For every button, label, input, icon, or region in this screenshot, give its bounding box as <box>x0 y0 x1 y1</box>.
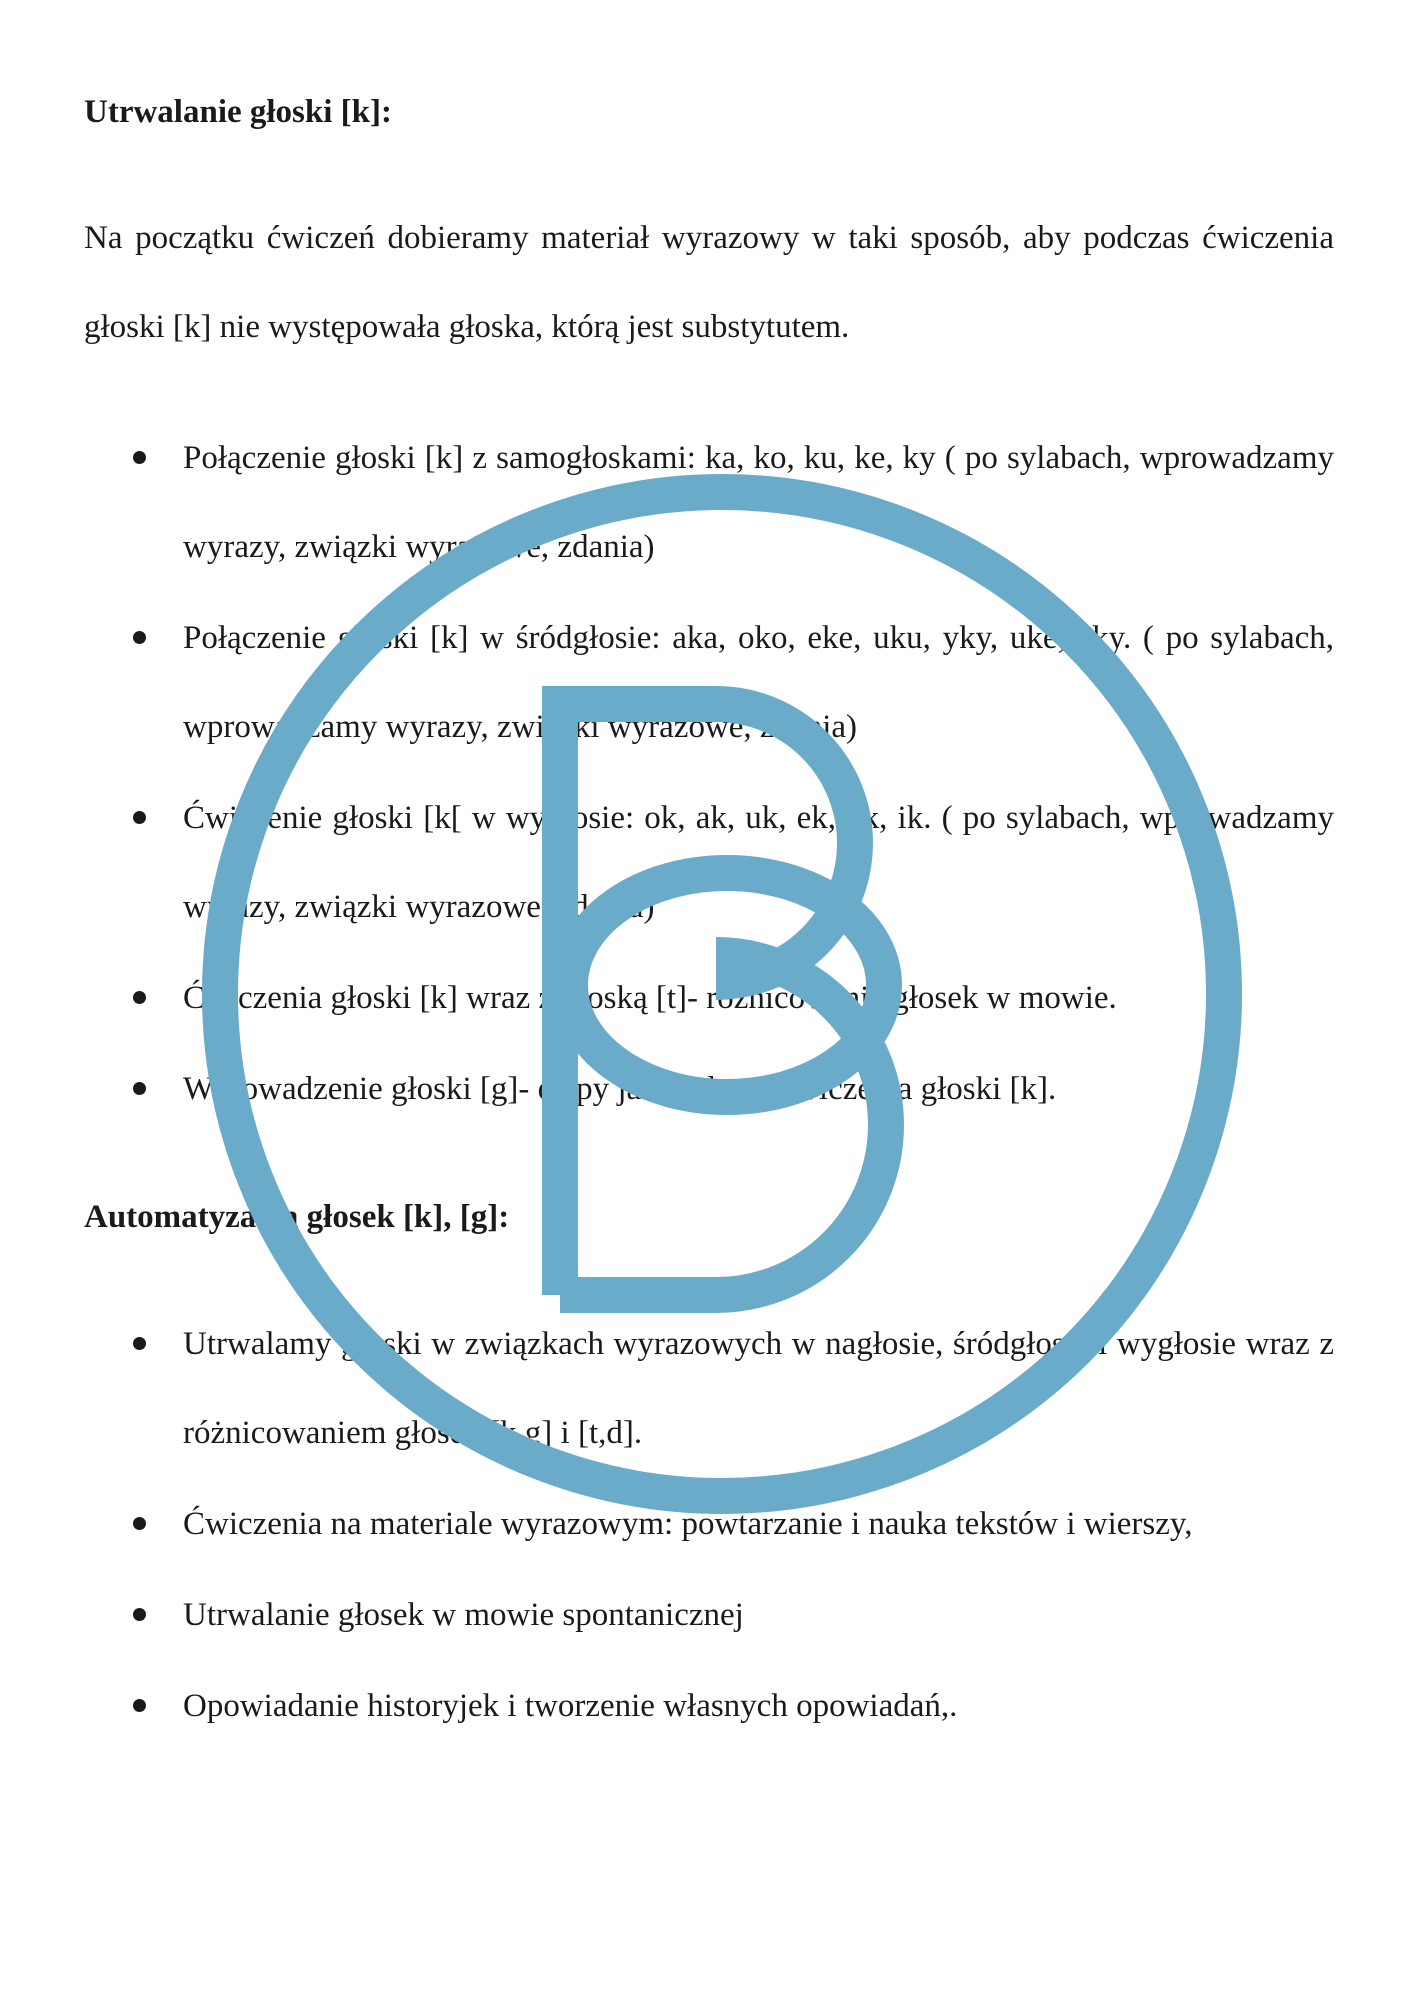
list-item-text: Opowiadanie historyjek i tworzenie własnych opowiadań,. <box>183 1688 958 1724</box>
bullet-icon <box>133 1699 146 1712</box>
list-item-text: Połączenie głoski [k] w śródgłosie: aka, oko, eke, uku, yky, uke, aky. ( po sylabach, wprowadzamy wyrazy, związki wyrazowe, zdania) <box>183 620 1334 745</box>
section-title-automatyzacja: Automatyzacja głosek [k], [g]: <box>84 1199 510 1235</box>
list-item-text: Ćwiczenia na materiale wyrazowym: powtarzanie i nauka tekstów i wierszy, <box>183 1506 1193 1542</box>
intro-paragraph: Na początku ćwiczeń dobieramy materiał wyrazowy w taki sposób, aby podczas ćwiczenia głoski [k] nie występowała głoska, którą jest substytutem. <box>84 220 1334 345</box>
list-item <box>0 1300 1414 1478</box>
list-item <box>0 774 1414 952</box>
list-item <box>0 954 1414 1043</box>
list-item-text: Utrwalanie głosek w mowie spontanicznej <box>183 1597 744 1633</box>
list-item <box>0 1480 1414 1569</box>
bullet-icon <box>133 1337 146 1350</box>
list-item-text: Ćwiczenie głoski [k[ w wygłosie: ok, ak, uk, ek, yk, ik. ( po sylabach, wprowadzamy wyrazy, związki wyrazowe, zdania) <box>183 800 1334 925</box>
list-item-text: Wprowadzenie głoski [g]- etapy jak podczas ćwiczenia głoski [k]. <box>183 1071 1057 1107</box>
list-item-text: Ćwiczenia głoski [k] wraz z głoską [t]- różnicowanie głosek w mowie. <box>183 980 1117 1016</box>
list-item-text: Połączenie głoski [k] z samogłoskami: ka, ko, ku, ke, ky ( po sylabach, wprowadzamy wyrazy, związki wyrazowe, zdania) <box>183 440 1334 565</box>
list-item-text: Utrwalamy głoski w związkach wyrazowych w nagłosie, śródgłosie i wygłosie wraz z różnicowaniem głosek [k,g] i [t,d]. <box>183 1326 1334 1451</box>
list-item <box>0 414 1414 592</box>
bullet-icon <box>133 1608 146 1621</box>
bullet-icon <box>133 631 146 644</box>
utrwalanie-list <box>0 414 1414 1134</box>
bullet-icon <box>133 451 146 464</box>
bullet-icon <box>133 1082 146 1095</box>
list-item <box>0 1571 1414 1660</box>
bullet-icon <box>133 811 146 824</box>
section-title-utrwalanie: Utrwalanie głoski [k]: <box>84 94 392 130</box>
automatyzacja-list <box>0 1300 1414 1751</box>
bullet-icon <box>133 1517 146 1530</box>
list-item <box>0 1045 1414 1134</box>
list-item <box>0 594 1414 772</box>
bullet-icon <box>133 991 146 1004</box>
list-item <box>0 1662 1414 1751</box>
